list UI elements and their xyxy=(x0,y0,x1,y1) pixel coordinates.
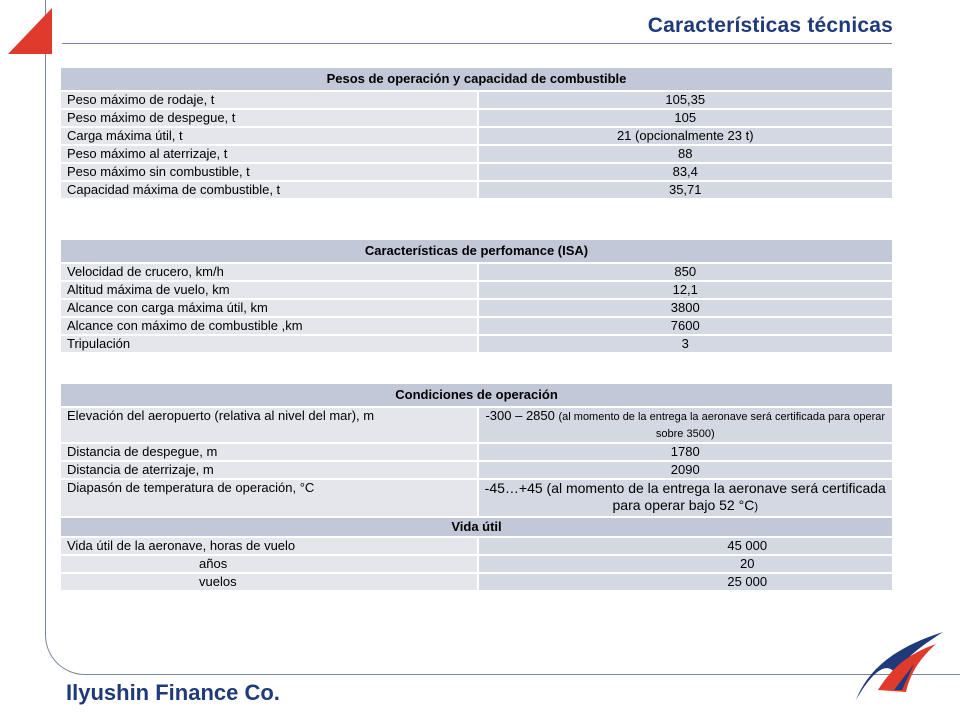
row-value: 25 000 xyxy=(477,574,893,590)
row-value: 12,1 xyxy=(477,282,893,298)
performance-title: Características de perfomance (ISA) xyxy=(61,240,892,262)
table-row xyxy=(61,92,892,108)
row-value: 35,71 xyxy=(477,182,893,198)
table-row xyxy=(61,182,892,198)
row-value: 3 xyxy=(477,336,893,352)
company-name: Ilyushin Finance Co. xyxy=(66,680,280,705)
row-label: Peso máximo de despegue, t xyxy=(61,110,477,126)
table-row xyxy=(61,462,892,478)
row-value: 20 xyxy=(477,556,893,572)
temperature-close: ) xyxy=(754,501,758,513)
row-label: Capacidad máxima de combustible, t xyxy=(61,182,477,198)
table-row xyxy=(61,300,892,316)
conditions-table xyxy=(61,382,892,592)
row-label: Peso máximo al aterrizaje, t xyxy=(61,146,477,162)
temperature-range: -45…+45 (al momento de la entrega la aeronave será certificada para operar bajo 52 °C xyxy=(484,480,886,513)
header-rule xyxy=(62,43,892,44)
row-label: Altitud máxima de vuelo, km xyxy=(61,282,477,298)
row-label: Carga máxima útil, t xyxy=(61,128,477,144)
row-value: 1780 xyxy=(477,444,893,460)
table-row xyxy=(61,336,892,352)
elevation-note-close: ) xyxy=(710,428,715,440)
weights-table xyxy=(61,66,892,200)
row-label: Tripulación xyxy=(61,336,477,352)
table-row xyxy=(61,444,892,460)
row-label: Alcance con máximo de combustible ,km xyxy=(61,318,477,334)
table-row xyxy=(61,128,892,144)
company-logo-icon xyxy=(848,630,948,710)
corner-logo-icon xyxy=(0,0,56,62)
table-row xyxy=(61,110,892,126)
row-value: 21 (opcionalmente 23 t) xyxy=(477,128,893,144)
row-label: Diapasón de temperatura de operación, °C xyxy=(61,480,477,516)
row-value: 105,35 xyxy=(477,92,893,108)
table-row xyxy=(61,318,892,334)
elevation-range: -300 – 2850 xyxy=(485,408,555,423)
table-row xyxy=(61,164,892,180)
row-value: 88 xyxy=(477,146,893,162)
row-value: 850 xyxy=(477,264,893,280)
row-label: Alcance con carga máxima útil, km xyxy=(61,300,477,316)
elevation-note: (al momento de la entrega la aeronave será certificada para operar sobre 3500 xyxy=(558,411,886,440)
row-label: Velocidad de crucero, km/h xyxy=(61,264,477,280)
row-label: Elevación del aeropuerto (relativa al nivel del mar), m xyxy=(61,408,477,442)
row-value: 45 000 xyxy=(477,538,893,554)
table-row xyxy=(61,146,892,162)
table-row xyxy=(61,556,892,572)
row-value: 3800 xyxy=(477,300,893,316)
performance-table xyxy=(61,238,892,354)
row-label: Vida útil de la aeronave, horas de vuelo xyxy=(61,538,477,554)
row-label: Distancia de despegue, m xyxy=(61,444,477,460)
row-label: Distancia de aterrizaje, m xyxy=(61,462,477,478)
page-title: Características técnicas xyxy=(647,14,893,37)
row-label: Peso máximo sin combustible, t xyxy=(61,164,477,180)
row-value: 7600 xyxy=(477,318,893,334)
row-label: vuelos xyxy=(61,574,477,590)
table-row xyxy=(61,538,892,554)
life-title: Vida útil xyxy=(61,518,892,536)
row-value xyxy=(477,408,893,442)
table-row xyxy=(61,408,892,442)
weights-title: Pesos de operación y capacidad de combustible xyxy=(61,68,892,90)
row-value: 105 xyxy=(477,110,893,126)
table-row xyxy=(61,264,892,280)
table-row xyxy=(61,574,892,590)
table-row xyxy=(61,282,892,298)
row-label: años xyxy=(61,556,477,572)
conditions-title: Condiciones de operación xyxy=(61,384,892,406)
row-value: 83,4 xyxy=(477,164,893,180)
row-label: Peso máximo de rodaje, t xyxy=(61,92,477,108)
row-value xyxy=(477,480,893,516)
row-value: 2090 xyxy=(477,462,893,478)
table-row xyxy=(61,480,892,516)
